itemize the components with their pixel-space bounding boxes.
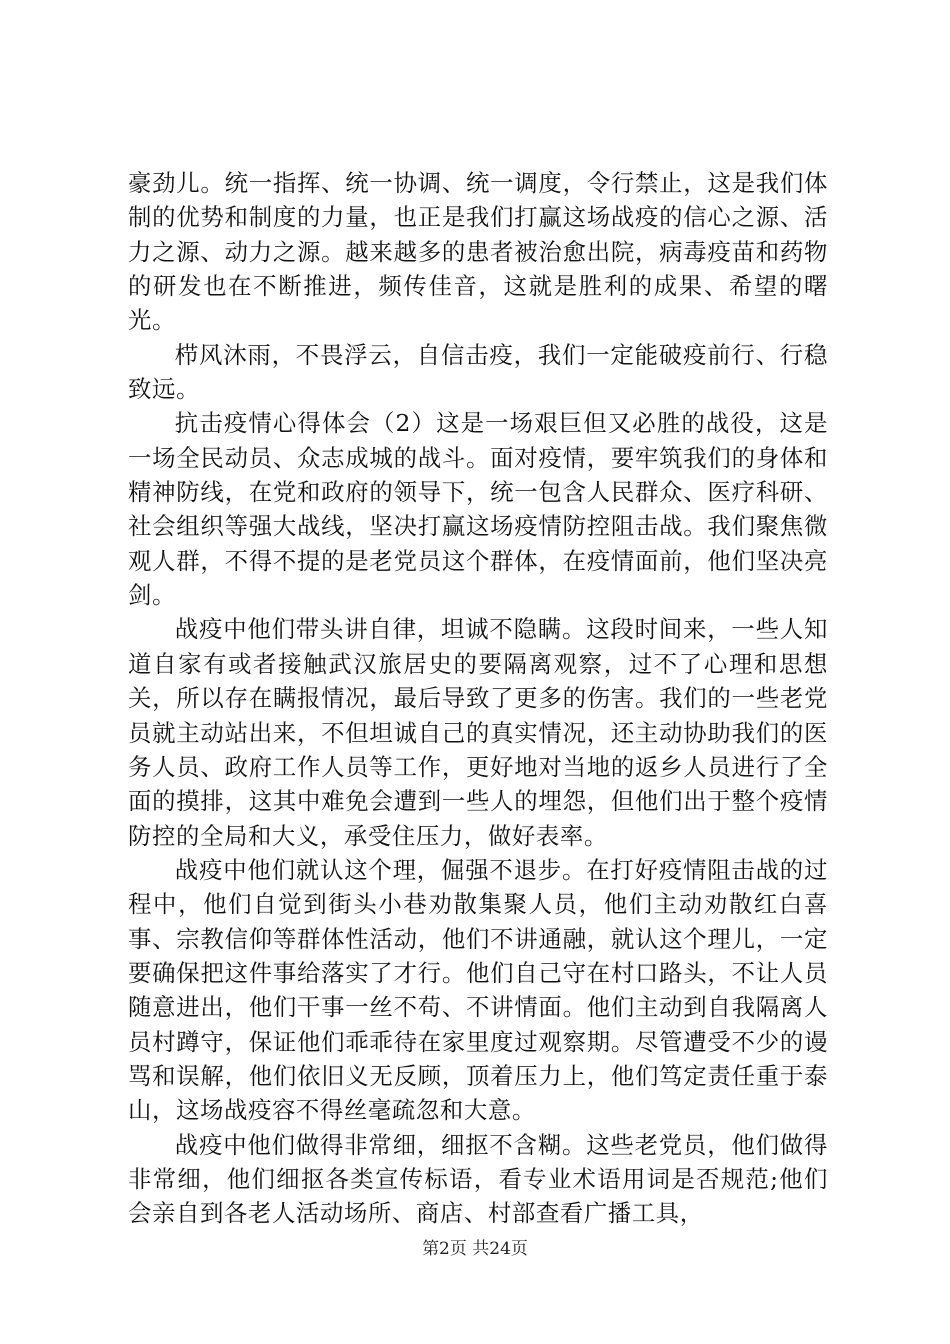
paragraph: 战疫中他们就认这个理，倔强不退步。在打好疫情阻击战的过程中，他们自觉到街头小巷劝散集聚人员，他们主动劝散红白喜事、宗教信仰等群体性活动，他们不讲通融，就认这个理儿，一定要确保把这件事给落实了才行。他们自己守在村口路头，不让人员随意进出，他们干事一丝不苟、不讲情面。他们主动到自我隔离人员村蹲守，保证他们乖乖待在家里度过观察期。尽管遭受不少的谩骂和误解，他们依旧义无反顾，顶着压力上，他们笃定责任重于泰山，这场战疫容不得丝毫疏忽和大意。 [128, 855, 828, 1125]
paragraph: 战疫中他们做得非常细，细抠不含糊。这些老党员，他们做得非常细，他们细抠各类宣传标语，看专业术语用词是否规范;他们会亲自到各老人活动场所、商店、村部查看广播工具， [128, 1130, 828, 1228]
document-body [128, 166, 828, 1231]
paragraph: 战疫中他们带头讲自律，坦诚不隐瞒。这段时间来，一些人知道自家有或者接触武汉旅居史的要隔离观察，过不了心理和思想关，所以存在瞒报情况，最后导致了更多的伤害。我们的一些老党员就主动站出来，不但坦诚自己的真实情况，还主动协助我们的医务人员、政府工作人员等工作，更好地对当地的返乡人员进行了全面的摸排，这其中难免会遭到一些人的埋怨，但他们出于整个疫情防控的全局和大义，承受住压力，做好表率。 [128, 615, 828, 850]
page-number-footer: 第2页 共24页 [422, 1239, 528, 1259]
paragraph-continuation: 豪劲儿。统一指挥、统一协调、统一调度，令行禁止，这是我们体制的优势和制度的力量，也正是我们打赢这场战疫的信心之源、活力之源、动力之源。越来越多的患者被治愈出院，病毒疫苗和药物的研发也在不断推进，频传佳音，这就是胜利的成果、希望的曙光。 [128, 169, 828, 335]
paragraph: 栉风沐雨，不畏浮云，自信击疫，我们一定能破疫前行、行稳致远。 [128, 340, 828, 404]
paragraph: 抗击疫情心得体会（2）这是一场艰巨但又必胜的战役，这是一场全民动员、众志成城的战斗。面对疫情，要牢筑我们的身体和精神防线，在党和政府的领导下，统一包含人民群众、医疗科研、社会组织等强大战线，坚决打赢这场疫情防控阻击战。我们聚焦微观人群，不得不提的是老党员这个群体，在疫情面前，他们坚决亮剑。 [128, 409, 828, 610]
